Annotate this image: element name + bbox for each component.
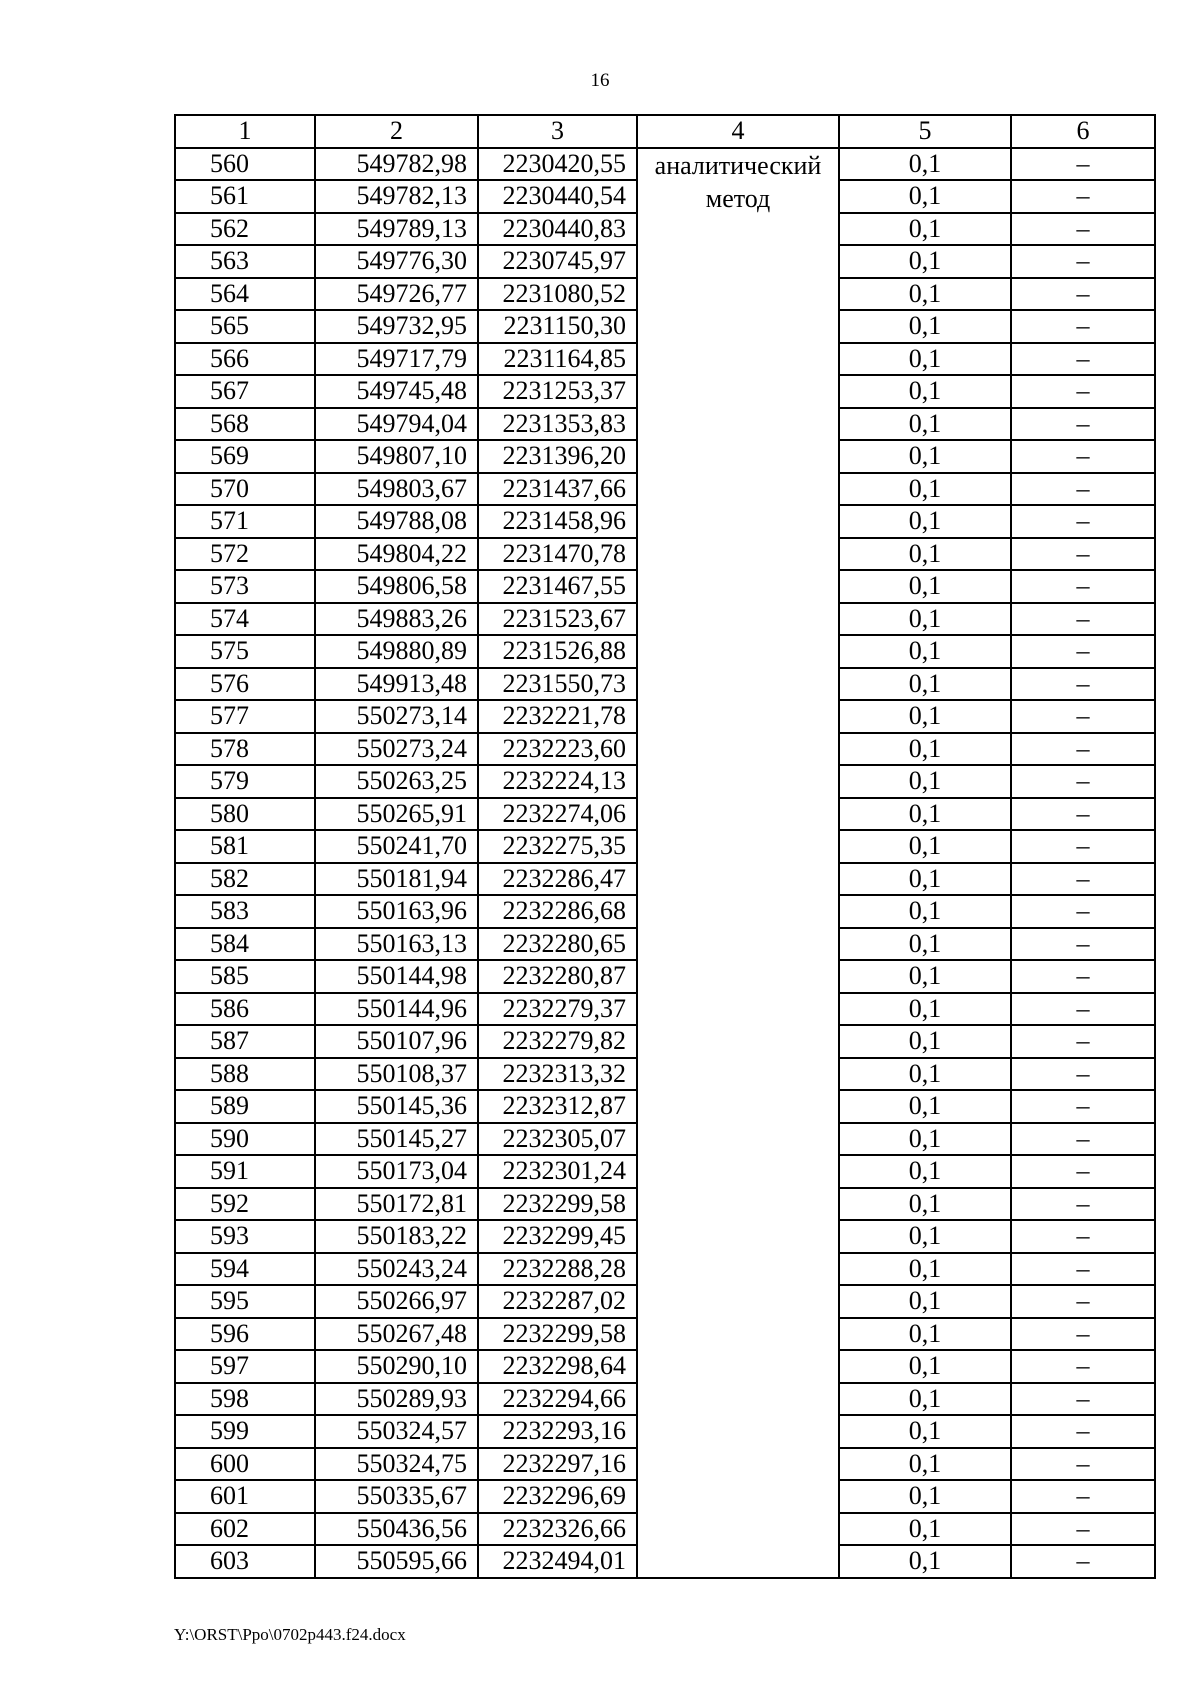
x-coordinate-cell: 550436,56 [315, 1513, 478, 1546]
x-coordinate-cell: 550183,22 [315, 1220, 478, 1253]
point-number-cell: 596 [175, 1318, 315, 1351]
description-cell: – [1011, 700, 1155, 733]
description-cell: – [1011, 960, 1155, 993]
y-coordinate-cell: 2231523,67 [478, 603, 637, 636]
point-number-cell: 562 [175, 213, 315, 246]
x-coordinate-cell: 549807,10 [315, 440, 478, 473]
y-coordinate-cell: 2230745,97 [478, 245, 637, 278]
accuracy-cell: 0,1 [839, 928, 1011, 961]
point-number-cell: 571 [175, 505, 315, 538]
y-coordinate-cell: 2231470,78 [478, 538, 637, 571]
accuracy-cell: 0,1 [839, 830, 1011, 863]
accuracy-cell: 0,1 [839, 278, 1011, 311]
point-number-cell: 568 [175, 408, 315, 441]
x-coordinate-cell: 550595,66 [315, 1545, 478, 1578]
y-coordinate-cell: 2231526,88 [478, 635, 637, 668]
y-coordinate-cell: 2232298,64 [478, 1350, 637, 1383]
x-coordinate-cell: 550263,25 [315, 765, 478, 798]
x-coordinate-cell: 550145,27 [315, 1123, 478, 1156]
accuracy-cell: 0,1 [839, 343, 1011, 376]
x-coordinate-cell: 549776,30 [315, 245, 478, 278]
y-coordinate-cell: 2231150,30 [478, 310, 637, 343]
x-coordinate-cell: 550324,75 [315, 1448, 478, 1481]
y-coordinate-cell: 2231080,52 [478, 278, 637, 311]
x-coordinate-cell: 549717,79 [315, 343, 478, 376]
accuracy-cell: 0,1 [839, 310, 1011, 343]
column-header-2: 2 [315, 115, 478, 148]
accuracy-cell: 0,1 [839, 1253, 1011, 1286]
x-coordinate-cell: 549789,13 [315, 213, 478, 246]
accuracy-cell: 0,1 [839, 505, 1011, 538]
x-coordinate-cell: 549732,95 [315, 310, 478, 343]
point-number-cell: 598 [175, 1383, 315, 1416]
accuracy-cell: 0,1 [839, 1350, 1011, 1383]
accuracy-cell: 0,1 [839, 213, 1011, 246]
description-cell: – [1011, 1513, 1155, 1546]
x-coordinate-cell: 550144,96 [315, 993, 478, 1026]
point-number-cell: 564 [175, 278, 315, 311]
table-body [175, 148, 1155, 1578]
accuracy-cell: 0,1 [839, 863, 1011, 896]
accuracy-cell: 0,1 [839, 180, 1011, 213]
y-coordinate-cell: 2232293,16 [478, 1415, 637, 1448]
y-coordinate-cell: 2232286,47 [478, 863, 637, 896]
point-number-cell: 563 [175, 245, 315, 278]
accuracy-cell: 0,1 [839, 1025, 1011, 1058]
y-coordinate-cell: 2230440,54 [478, 180, 637, 213]
y-coordinate-cell: 2232279,82 [478, 1025, 637, 1058]
description-cell: – [1011, 733, 1155, 766]
point-number-cell: 569 [175, 440, 315, 473]
accuracy-cell: 0,1 [839, 1448, 1011, 1481]
y-coordinate-cell: 2232299,58 [478, 1188, 637, 1221]
accuracy-cell: 0,1 [839, 960, 1011, 993]
y-coordinate-cell: 2232297,16 [478, 1448, 637, 1481]
point-number-cell: 589 [175, 1090, 315, 1123]
description-cell: – [1011, 180, 1155, 213]
accuracy-cell: 0,1 [839, 440, 1011, 473]
y-coordinate-cell: 2230440,83 [478, 213, 637, 246]
y-coordinate-cell: 2232280,87 [478, 960, 637, 993]
accuracy-cell: 0,1 [839, 1318, 1011, 1351]
accuracy-cell: 0,1 [839, 1513, 1011, 1546]
x-coordinate-cell: 550173,04 [315, 1155, 478, 1188]
point-number-cell: 561 [175, 180, 315, 213]
x-coordinate-cell: 550144,98 [315, 960, 478, 993]
file-path-footer: Y:\ORST\Ppo\0702p443.f24.docx [174, 1625, 406, 1644]
y-coordinate-cell: 2232279,37 [478, 993, 637, 1026]
x-coordinate-cell: 550172,81 [315, 1188, 478, 1221]
description-cell: – [1011, 375, 1155, 408]
x-coordinate-cell: 549803,67 [315, 473, 478, 506]
description-cell: – [1011, 830, 1155, 863]
description-cell: – [1011, 473, 1155, 506]
description-cell: – [1011, 1188, 1155, 1221]
description-cell: – [1011, 765, 1155, 798]
accuracy-cell: 0,1 [839, 1415, 1011, 1448]
description-cell: – [1011, 505, 1155, 538]
y-coordinate-cell: 2232275,35 [478, 830, 637, 863]
accuracy-cell: 0,1 [839, 798, 1011, 831]
x-coordinate-cell: 549782,13 [315, 180, 478, 213]
point-number-cell: 584 [175, 928, 315, 961]
y-coordinate-cell: 2232280,65 [478, 928, 637, 961]
accuracy-cell: 0,1 [839, 538, 1011, 571]
y-coordinate-cell: 2232224,13 [478, 765, 637, 798]
x-coordinate-cell: 549782,98 [315, 148, 478, 181]
description-cell: – [1011, 570, 1155, 603]
description-cell: – [1011, 245, 1155, 278]
column-header-6: 6 [1011, 115, 1155, 148]
description-cell: – [1011, 1448, 1155, 1481]
x-coordinate-cell: 550265,91 [315, 798, 478, 831]
y-coordinate-cell: 2232221,78 [478, 700, 637, 733]
x-coordinate-cell: 550181,94 [315, 863, 478, 896]
coordinates-table [174, 114, 1156, 1579]
y-coordinate-cell: 2232313,32 [478, 1058, 637, 1091]
column-header-4: 4 [637, 115, 839, 148]
x-coordinate-cell: 550273,14 [315, 700, 478, 733]
table-header-row [175, 115, 1155, 148]
description-cell: – [1011, 1090, 1155, 1123]
x-coordinate-cell: 550163,96 [315, 895, 478, 928]
column-header-3: 3 [478, 115, 637, 148]
accuracy-cell: 0,1 [839, 148, 1011, 181]
accuracy-cell: 0,1 [839, 1285, 1011, 1318]
description-cell: – [1011, 1220, 1155, 1253]
point-number-cell: 574 [175, 603, 315, 636]
description-cell: – [1011, 928, 1155, 961]
accuracy-cell: 0,1 [839, 408, 1011, 441]
y-coordinate-cell: 2232287,02 [478, 1285, 637, 1318]
description-cell: – [1011, 1383, 1155, 1416]
point-number-cell: 591 [175, 1155, 315, 1188]
accuracy-cell: 0,1 [839, 1220, 1011, 1253]
description-cell: – [1011, 213, 1155, 246]
accuracy-cell: 0,1 [839, 1090, 1011, 1123]
point-number-cell: 587 [175, 1025, 315, 1058]
x-coordinate-cell: 550266,97 [315, 1285, 478, 1318]
y-coordinate-cell: 2231458,96 [478, 505, 637, 538]
point-number-cell: 602 [175, 1513, 315, 1546]
description-cell: – [1011, 1545, 1155, 1578]
x-coordinate-cell: 550290,10 [315, 1350, 478, 1383]
y-coordinate-cell: 2232305,07 [478, 1123, 637, 1156]
point-number-cell: 575 [175, 635, 315, 668]
y-coordinate-cell: 2231437,66 [478, 473, 637, 506]
accuracy-cell: 0,1 [839, 570, 1011, 603]
x-coordinate-cell: 550289,93 [315, 1383, 478, 1416]
page-number: 16 [590, 70, 610, 91]
point-number-cell: 592 [175, 1188, 315, 1221]
y-coordinate-cell: 2231164,85 [478, 343, 637, 376]
description-cell: – [1011, 1480, 1155, 1513]
y-coordinate-cell: 2232299,58 [478, 1318, 637, 1351]
point-number-cell: 594 [175, 1253, 315, 1286]
y-coordinate-cell: 2232294,66 [478, 1383, 637, 1416]
x-coordinate-cell: 549788,08 [315, 505, 478, 538]
accuracy-cell: 0,1 [839, 1058, 1011, 1091]
accuracy-cell: 0,1 [839, 635, 1011, 668]
y-coordinate-cell: 2232288,28 [478, 1253, 637, 1286]
point-number-cell: 583 [175, 895, 315, 928]
y-coordinate-cell: 2231353,83 [478, 408, 637, 441]
y-coordinate-cell: 2231550,73 [478, 668, 637, 701]
x-coordinate-cell: 549794,04 [315, 408, 478, 441]
x-coordinate-cell: 550107,96 [315, 1025, 478, 1058]
column-header-1: 1 [175, 115, 315, 148]
point-number-cell: 586 [175, 993, 315, 1026]
accuracy-cell: 0,1 [839, 245, 1011, 278]
point-number-cell: 577 [175, 700, 315, 733]
accuracy-cell: 0,1 [839, 473, 1011, 506]
description-cell: – [1011, 408, 1155, 441]
accuracy-cell: 0,1 [839, 1123, 1011, 1156]
point-number-cell: 560 [175, 148, 315, 181]
description-cell: – [1011, 343, 1155, 376]
description-cell: – [1011, 1058, 1155, 1091]
description-cell: – [1011, 635, 1155, 668]
accuracy-cell: 0,1 [839, 733, 1011, 766]
point-number-cell: 599 [175, 1415, 315, 1448]
point-number-cell: 585 [175, 960, 315, 993]
y-coordinate-cell: 2231467,55 [478, 570, 637, 603]
x-coordinate-cell: 550243,24 [315, 1253, 478, 1286]
point-number-cell: 593 [175, 1220, 315, 1253]
point-number-cell: 588 [175, 1058, 315, 1091]
point-number-cell: 603 [175, 1545, 315, 1578]
point-number-cell: 565 [175, 310, 315, 343]
description-cell: – [1011, 1318, 1155, 1351]
description-cell: – [1011, 440, 1155, 473]
x-coordinate-cell: 550324,57 [315, 1415, 478, 1448]
y-coordinate-cell: 2232299,45 [478, 1220, 637, 1253]
accuracy-cell: 0,1 [839, 1545, 1011, 1578]
description-cell: – [1011, 148, 1155, 181]
description-cell: – [1011, 1025, 1155, 1058]
x-coordinate-cell: 549806,58 [315, 570, 478, 603]
x-coordinate-cell: 549745,48 [315, 375, 478, 408]
x-coordinate-cell: 549880,89 [315, 635, 478, 668]
accuracy-cell: 0,1 [839, 375, 1011, 408]
point-number-cell: 590 [175, 1123, 315, 1156]
point-number-cell: 597 [175, 1350, 315, 1383]
accuracy-cell: 0,1 [839, 1383, 1011, 1416]
x-coordinate-cell: 549726,77 [315, 278, 478, 311]
description-cell: – [1011, 1285, 1155, 1318]
x-coordinate-cell: 549883,26 [315, 603, 478, 636]
point-number-cell: 601 [175, 1480, 315, 1513]
y-coordinate-cell: 2232301,24 [478, 1155, 637, 1188]
x-coordinate-cell: 550108,37 [315, 1058, 478, 1091]
description-cell: – [1011, 895, 1155, 928]
y-coordinate-cell: 2231253,37 [478, 375, 637, 408]
y-coordinate-cell: 2232274,06 [478, 798, 637, 831]
x-coordinate-cell: 550273,24 [315, 733, 478, 766]
y-coordinate-cell: 2232286,68 [478, 895, 637, 928]
description-cell: – [1011, 668, 1155, 701]
column-header-5: 5 [839, 115, 1011, 148]
point-number-cell: 578 [175, 733, 315, 766]
accuracy-cell: 0,1 [839, 668, 1011, 701]
point-number-cell: 570 [175, 473, 315, 506]
point-number-cell: 600 [175, 1448, 315, 1481]
y-coordinate-cell: 2232326,66 [478, 1513, 637, 1546]
y-coordinate-cell: 2230420,55 [478, 148, 637, 181]
description-cell: – [1011, 798, 1155, 831]
accuracy-cell: 0,1 [839, 1188, 1011, 1221]
point-number-cell: 576 [175, 668, 315, 701]
table-row [175, 148, 1155, 181]
accuracy-cell: 0,1 [839, 993, 1011, 1026]
y-coordinate-cell: 2232296,69 [478, 1480, 637, 1513]
description-cell: – [1011, 310, 1155, 343]
description-cell: – [1011, 538, 1155, 571]
point-number-cell: 579 [175, 765, 315, 798]
y-coordinate-cell: 2232223,60 [478, 733, 637, 766]
point-number-cell: 567 [175, 375, 315, 408]
y-coordinate-cell: 2231396,20 [478, 440, 637, 473]
description-cell: – [1011, 1415, 1155, 1448]
y-coordinate-cell: 2232312,87 [478, 1090, 637, 1123]
description-cell: – [1011, 993, 1155, 1026]
x-coordinate-cell: 550163,13 [315, 928, 478, 961]
method-cell: аналитический метод [637, 148, 839, 1578]
x-coordinate-cell: 549913,48 [315, 668, 478, 701]
description-cell: – [1011, 278, 1155, 311]
point-number-cell: 595 [175, 1285, 315, 1318]
point-number-cell: 580 [175, 798, 315, 831]
description-cell: – [1011, 603, 1155, 636]
accuracy-cell: 0,1 [839, 895, 1011, 928]
accuracy-cell: 0,1 [839, 603, 1011, 636]
accuracy-cell: 0,1 [839, 1480, 1011, 1513]
accuracy-cell: 0,1 [839, 1155, 1011, 1188]
description-cell: – [1011, 863, 1155, 896]
point-number-cell: 581 [175, 830, 315, 863]
point-number-cell: 582 [175, 863, 315, 896]
point-number-cell: 566 [175, 343, 315, 376]
x-coordinate-cell: 550241,70 [315, 830, 478, 863]
description-cell: – [1011, 1350, 1155, 1383]
x-coordinate-cell: 550335,67 [315, 1480, 478, 1513]
accuracy-cell: 0,1 [839, 700, 1011, 733]
x-coordinate-cell: 550145,36 [315, 1090, 478, 1123]
description-cell: – [1011, 1123, 1155, 1156]
point-number-cell: 572 [175, 538, 315, 571]
y-coordinate-cell: 2232494,01 [478, 1545, 637, 1578]
accuracy-cell: 0,1 [839, 765, 1011, 798]
description-cell: – [1011, 1253, 1155, 1286]
point-number-cell: 573 [175, 570, 315, 603]
x-coordinate-cell: 549804,22 [315, 538, 478, 571]
x-coordinate-cell: 550267,48 [315, 1318, 478, 1351]
description-cell: – [1011, 1155, 1155, 1188]
